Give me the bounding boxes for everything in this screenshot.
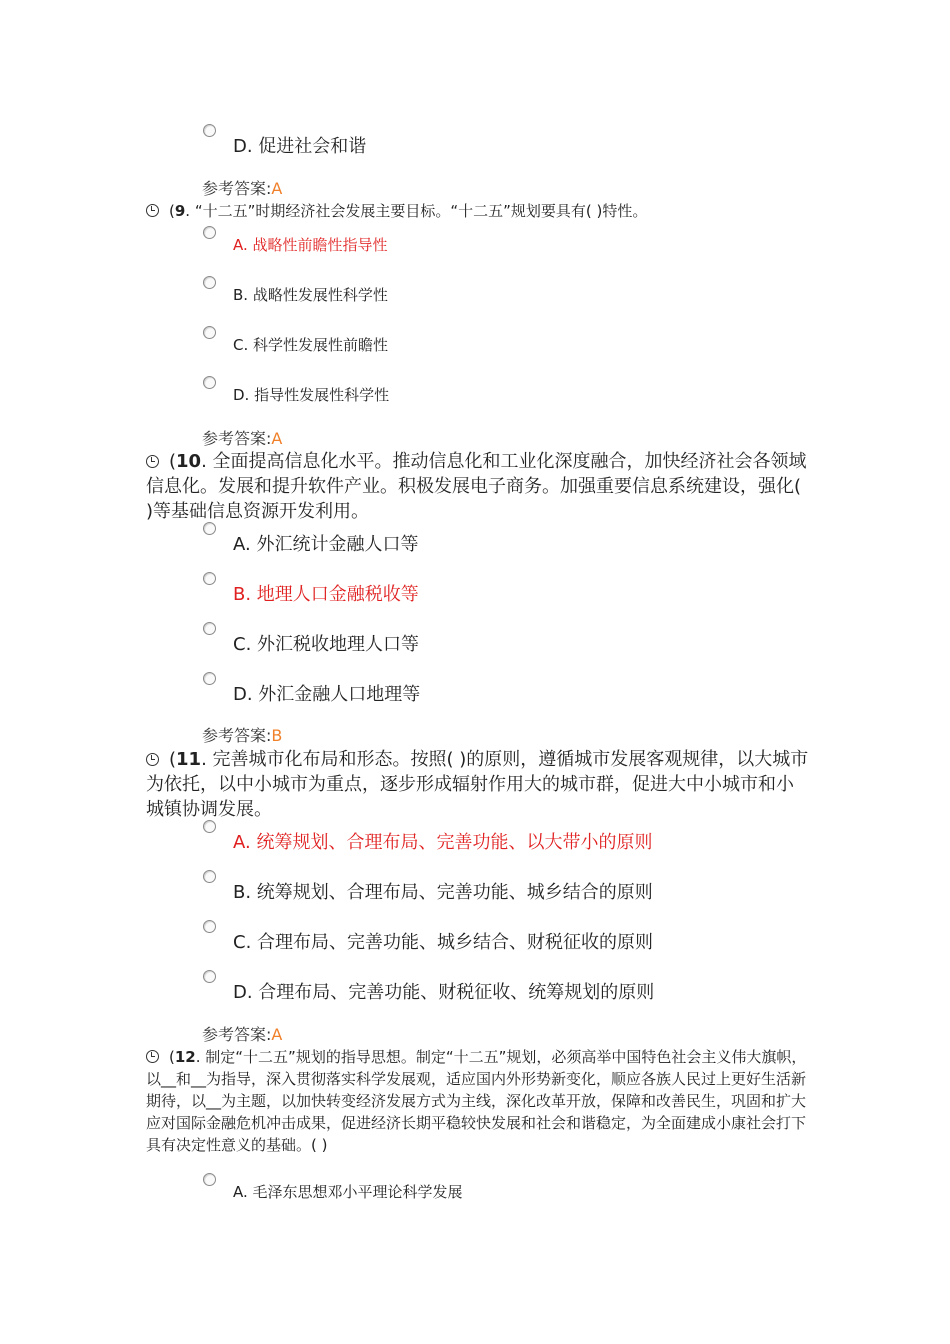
question-text: . 全面提高信息化水平。推动信息化和工业化深度融合，加快经济社会各领域信息化。发展和提升软件产业。积极发展电子商务。加强重要信息系统建设，强化( )等基础信息资源开发利用。 bbox=[146, 451, 807, 522]
option-label: A. 外汇统计金融人口等 bbox=[233, 534, 419, 555]
option-label: A. 毛泽东思想邓小平理论科学发展 bbox=[233, 1183, 463, 1201]
option-label: C. 科学性发展性前瞻性 bbox=[233, 336, 389, 354]
option-label: D. 外汇金融人口地理等 bbox=[233, 684, 421, 705]
clock-icon bbox=[146, 753, 159, 766]
radio-button[interactable] bbox=[203, 970, 216, 983]
q9-answer: 参考答案:A bbox=[202, 429, 283, 448]
prev-option-d[interactable] bbox=[203, 132, 366, 158]
answer-letter: A bbox=[271, 1025, 283, 1044]
answer-letter: A bbox=[271, 429, 283, 448]
radio-button[interactable] bbox=[203, 124, 216, 137]
q10-option-c[interactable] bbox=[203, 630, 419, 656]
question-number: 11 bbox=[176, 749, 202, 770]
q10-option-d[interactable] bbox=[203, 680, 420, 706]
radio-button[interactable] bbox=[203, 226, 216, 239]
q11-answer: 参考答案:A bbox=[202, 1025, 283, 1044]
question-11: (11. 完善城市化布局和形态。按照( )的原则，遵循城市发展客观规律，以大城市为依托，以中小城市为重点，逐步形成辐射作用大的城市群，促进大中小城市和小城镇协调发展。 bbox=[146, 749, 809, 820]
q11-option-a[interactable] bbox=[203, 828, 652, 854]
radio-button[interactable] bbox=[203, 326, 216, 339]
question-number: 9 bbox=[174, 202, 186, 220]
answer-letter: A bbox=[271, 179, 283, 198]
q11-option-c[interactable] bbox=[203, 928, 653, 954]
option-label: B. 战略性发展性科学性 bbox=[233, 286, 388, 304]
radio-button[interactable] bbox=[203, 672, 216, 685]
option-label: B. 统筹规划、合理布局、完善功能、城乡结合的原则 bbox=[233, 882, 653, 903]
question-number: 10 bbox=[176, 451, 202, 472]
option-label: B. 地理人口金融税收等 bbox=[233, 584, 419, 605]
q9-option-a[interactable] bbox=[203, 234, 388, 255]
option-label: A. 战略性前瞻性指导性 bbox=[233, 236, 388, 254]
clock-icon bbox=[146, 455, 159, 468]
q12-option-a[interactable] bbox=[203, 1181, 463, 1202]
radio-button[interactable] bbox=[203, 1173, 216, 1186]
q9-option-b[interactable] bbox=[203, 284, 388, 305]
radio-button[interactable] bbox=[203, 820, 216, 833]
q10-answer: 参考答案:B bbox=[202, 726, 283, 745]
option-label: A. 统筹规划、合理布局、完善功能、以大带小的原则 bbox=[233, 832, 653, 853]
q9-option-d[interactable] bbox=[203, 384, 389, 405]
radio-button[interactable] bbox=[203, 870, 216, 883]
question-text: . 制定“十二五”规划的指导思想。制定“十二五”规划，必须高举中国特色社会主义伟大旗帜，以__和__为指导，深入贯彻落实科学发展观，适应国内外形势新变化，顺应各族人民过上更好生活新期待，以__为主题，以加快转变经济发展方式为主线，深化改革开放，保障和改善民生，巩固和扩大应对国际金融危机冲击成果，促进经济长期平稳较快发展和社会和谐稳定，为全面建成小康社会打下具有决定性意义的基础。( ) bbox=[146, 1048, 807, 1154]
radio-button[interactable] bbox=[203, 920, 216, 933]
radio-button[interactable] bbox=[203, 522, 216, 535]
radio-button[interactable] bbox=[203, 622, 216, 635]
q11-option-d[interactable] bbox=[203, 978, 654, 1004]
question-text: . 完善城市化布局和形态。按照( )的原则，遵循城市发展客观规律，以大城市为依托，以中小城市为重点，逐步形成辐射作用大的城市群，促进大中小城市和小城镇协调发展。 bbox=[146, 749, 809, 820]
radio-button[interactable] bbox=[203, 276, 216, 289]
question-text: . “十二五”时期经济社会发展主要目标。“十二五”规划要具有( )特性。 bbox=[185, 202, 648, 220]
question-10: (10. 全面提高信息化水平。推动信息化和工业化深度融合，加快经济社会各领域信息化。发展和提升软件产业。积极发展电子商务。加强重要信息系统建设，强化( )等基础信息资源开发利用。 bbox=[146, 451, 807, 522]
question-9: (9. “十二五”时期经济社会发展主要目标。“十二五”规划要具有( )特性。 bbox=[146, 200, 810, 222]
option-label: C. 合理布局、完善功能、城乡结合、财税征收的原则 bbox=[233, 932, 654, 953]
answer-letter: B bbox=[271, 726, 283, 745]
clock-icon bbox=[146, 204, 159, 217]
q10-option-a[interactable] bbox=[203, 530, 418, 556]
q10-option-b[interactable] bbox=[203, 580, 419, 606]
option-label: D. 指导性发展性科学性 bbox=[233, 386, 390, 404]
prev-answer: 参考答案:A bbox=[202, 179, 283, 198]
q11-option-b[interactable] bbox=[203, 878, 653, 904]
radio-button[interactable] bbox=[203, 572, 216, 585]
option-label: C. 外汇税收地理人口等 bbox=[233, 634, 420, 655]
question-number: 12 bbox=[174, 1048, 196, 1066]
option-label: D. 促进社会和谐 bbox=[233, 136, 367, 157]
option-label: D. 合理布局、完善功能、财税征收、统筹规划的原则 bbox=[233, 982, 655, 1003]
radio-button[interactable] bbox=[203, 376, 216, 389]
q9-option-c[interactable] bbox=[203, 334, 388, 355]
clock-icon bbox=[146, 1050, 159, 1063]
question-12: (12. 制定“十二五”规划的指导思想。制定“十二五”规划，必须高举中国特色社会主义伟大旗帜，以__和__为指导，深入贯彻落实科学发展观，适应国内外形势新变化，顺应各族人民过上更好生活新期待，以__为主题，以加快转变经济发展方式为主线，深化改革开放，保障和改善民生，巩固和扩大应对国际金融危机冲击成果，促进经济长期平稳较快发展和社会和谐稳定，为全面建成小康社会打下具有决定性意义的基础。( ) bbox=[146, 1048, 807, 1154]
